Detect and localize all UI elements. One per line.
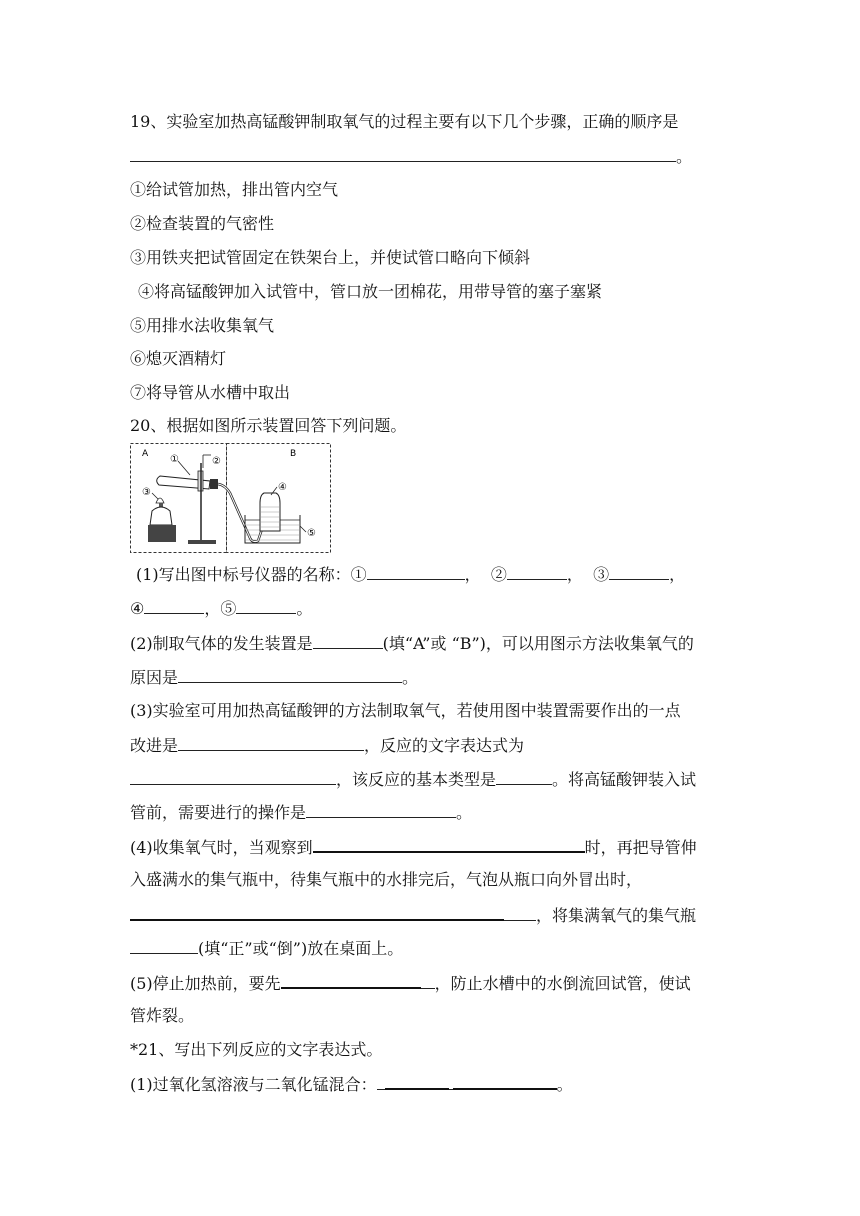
q19-stem: 19、实验室加热高锰酸钾制取氧气的过程主要有以下几个步骤，正确的顺序是 <box>130 112 679 131</box>
answer-blank[interactable] <box>178 735 364 751</box>
answer-blank[interactable] <box>178 667 402 683</box>
q20-part5-line2: 管炸裂。 <box>130 1006 195 1025</box>
answer-blank[interactable] <box>130 769 336 785</box>
answer-blank[interactable] <box>507 564 567 580</box>
q20-part3-line2: 改进是 ，反应的文字表达式为 <box>130 736 525 755</box>
marker-2: ② <box>212 456 221 467</box>
q20-part4-line4: (填“正”或“倒”)放在桌面上。 <box>130 938 403 959</box>
apparatus-illustration <box>130 443 331 553</box>
marker-5: ⑤ <box>307 528 316 539</box>
q19-step: ⑥熄灭酒精灯 <box>130 349 227 368</box>
q19-answer-line: 。 <box>130 146 692 167</box>
q19-step: ①给试管加热，排出管内空气 <box>130 180 339 199</box>
q19-step: ③用铁夹把试管固定在铁架台上，并使试管口略向下倾斜 <box>130 248 531 267</box>
q20-stem: 20、根据如图所示装置回答下列问题。 <box>130 416 407 435</box>
label-b: B <box>290 449 297 459</box>
q21-stem: *21、写出下列反应的文字表达式。 <box>130 1040 383 1059</box>
q20-part5-line1: (5)停止加热前，要先 ，防止水槽中的水倒流回试管，使试 <box>130 974 691 993</box>
answer-blank[interactable] <box>130 146 676 162</box>
q19-step: ②检查装置的气密性 <box>130 214 275 233</box>
q20-part1-line2: ④ ，⑤ 。 <box>130 599 313 618</box>
q20-part2-line2: 原因是 。 <box>130 668 419 687</box>
label-a: A <box>142 449 149 459</box>
q21-part1: (1)过氧化氢溶液与二氧化锰混合： 。 <box>130 1075 573 1094</box>
answer-blank[interactable] <box>385 1073 449 1090</box>
q19-step: ⑦将导管从水槽中取出 <box>130 383 291 402</box>
q20-part2-line1: (2)制取气体的发生装置是 (填“A”或 “B”)，可以用图示方法收集氧气的 <box>130 634 694 653</box>
q20-part3-line3: ，该反应的基本类型是 。将高锰酸钾装入试 <box>130 769 696 790</box>
answer-blank[interactable] <box>367 564 465 580</box>
answer-blank[interactable] <box>144 598 204 614</box>
answer-blank[interactable] <box>453 1073 557 1090</box>
answer-blank[interactable] <box>313 836 585 853</box>
q20-part4-line3: ，将集满氧气的集气瓶 <box>130 904 696 926</box>
marker-1: ① <box>170 454 179 465</box>
marker-4: ④ <box>278 482 287 493</box>
q20-part1-line1: (1)写出图中标号仪器的名称：① ， ② ， ③ ， <box>136 565 686 584</box>
answer-blank[interactable] <box>306 802 456 818</box>
answer-blank[interactable] <box>236 598 296 614</box>
answer-blank[interactable] <box>609 564 669 580</box>
answer-blank[interactable] <box>130 938 198 954</box>
q20-part4-line1: (4)收集氧气时，当观察到 时，再把导管伸 <box>130 838 697 857</box>
answer-blank[interactable] <box>281 972 421 989</box>
q19-step: ⑤用排水法收集氧气 <box>130 316 275 335</box>
q20-part3-line4: 管前，需要进行的操作是 。 <box>130 803 473 822</box>
answer-blank[interactable] <box>130 904 504 921</box>
q20-part4-line2: 入盛满水的集气瓶中，待集气瓶中的水排完后，气泡从瓶口向外冒出时， <box>130 870 643 889</box>
marker-3: ③ <box>142 487 151 498</box>
answer-blank[interactable] <box>313 633 383 649</box>
apparatus-diagram <box>130 443 331 553</box>
answer-blank[interactable] <box>496 769 552 785</box>
q20-part3-line1: (3)实验室可用加热高锰酸钾的方法制取氧气，若使用图中装置需要作出的一点 <box>130 701 681 720</box>
q19-step: ④将高锰酸钾加入试管中，管口放一团棉花，用带导管的塞子塞紧 <box>138 282 603 301</box>
